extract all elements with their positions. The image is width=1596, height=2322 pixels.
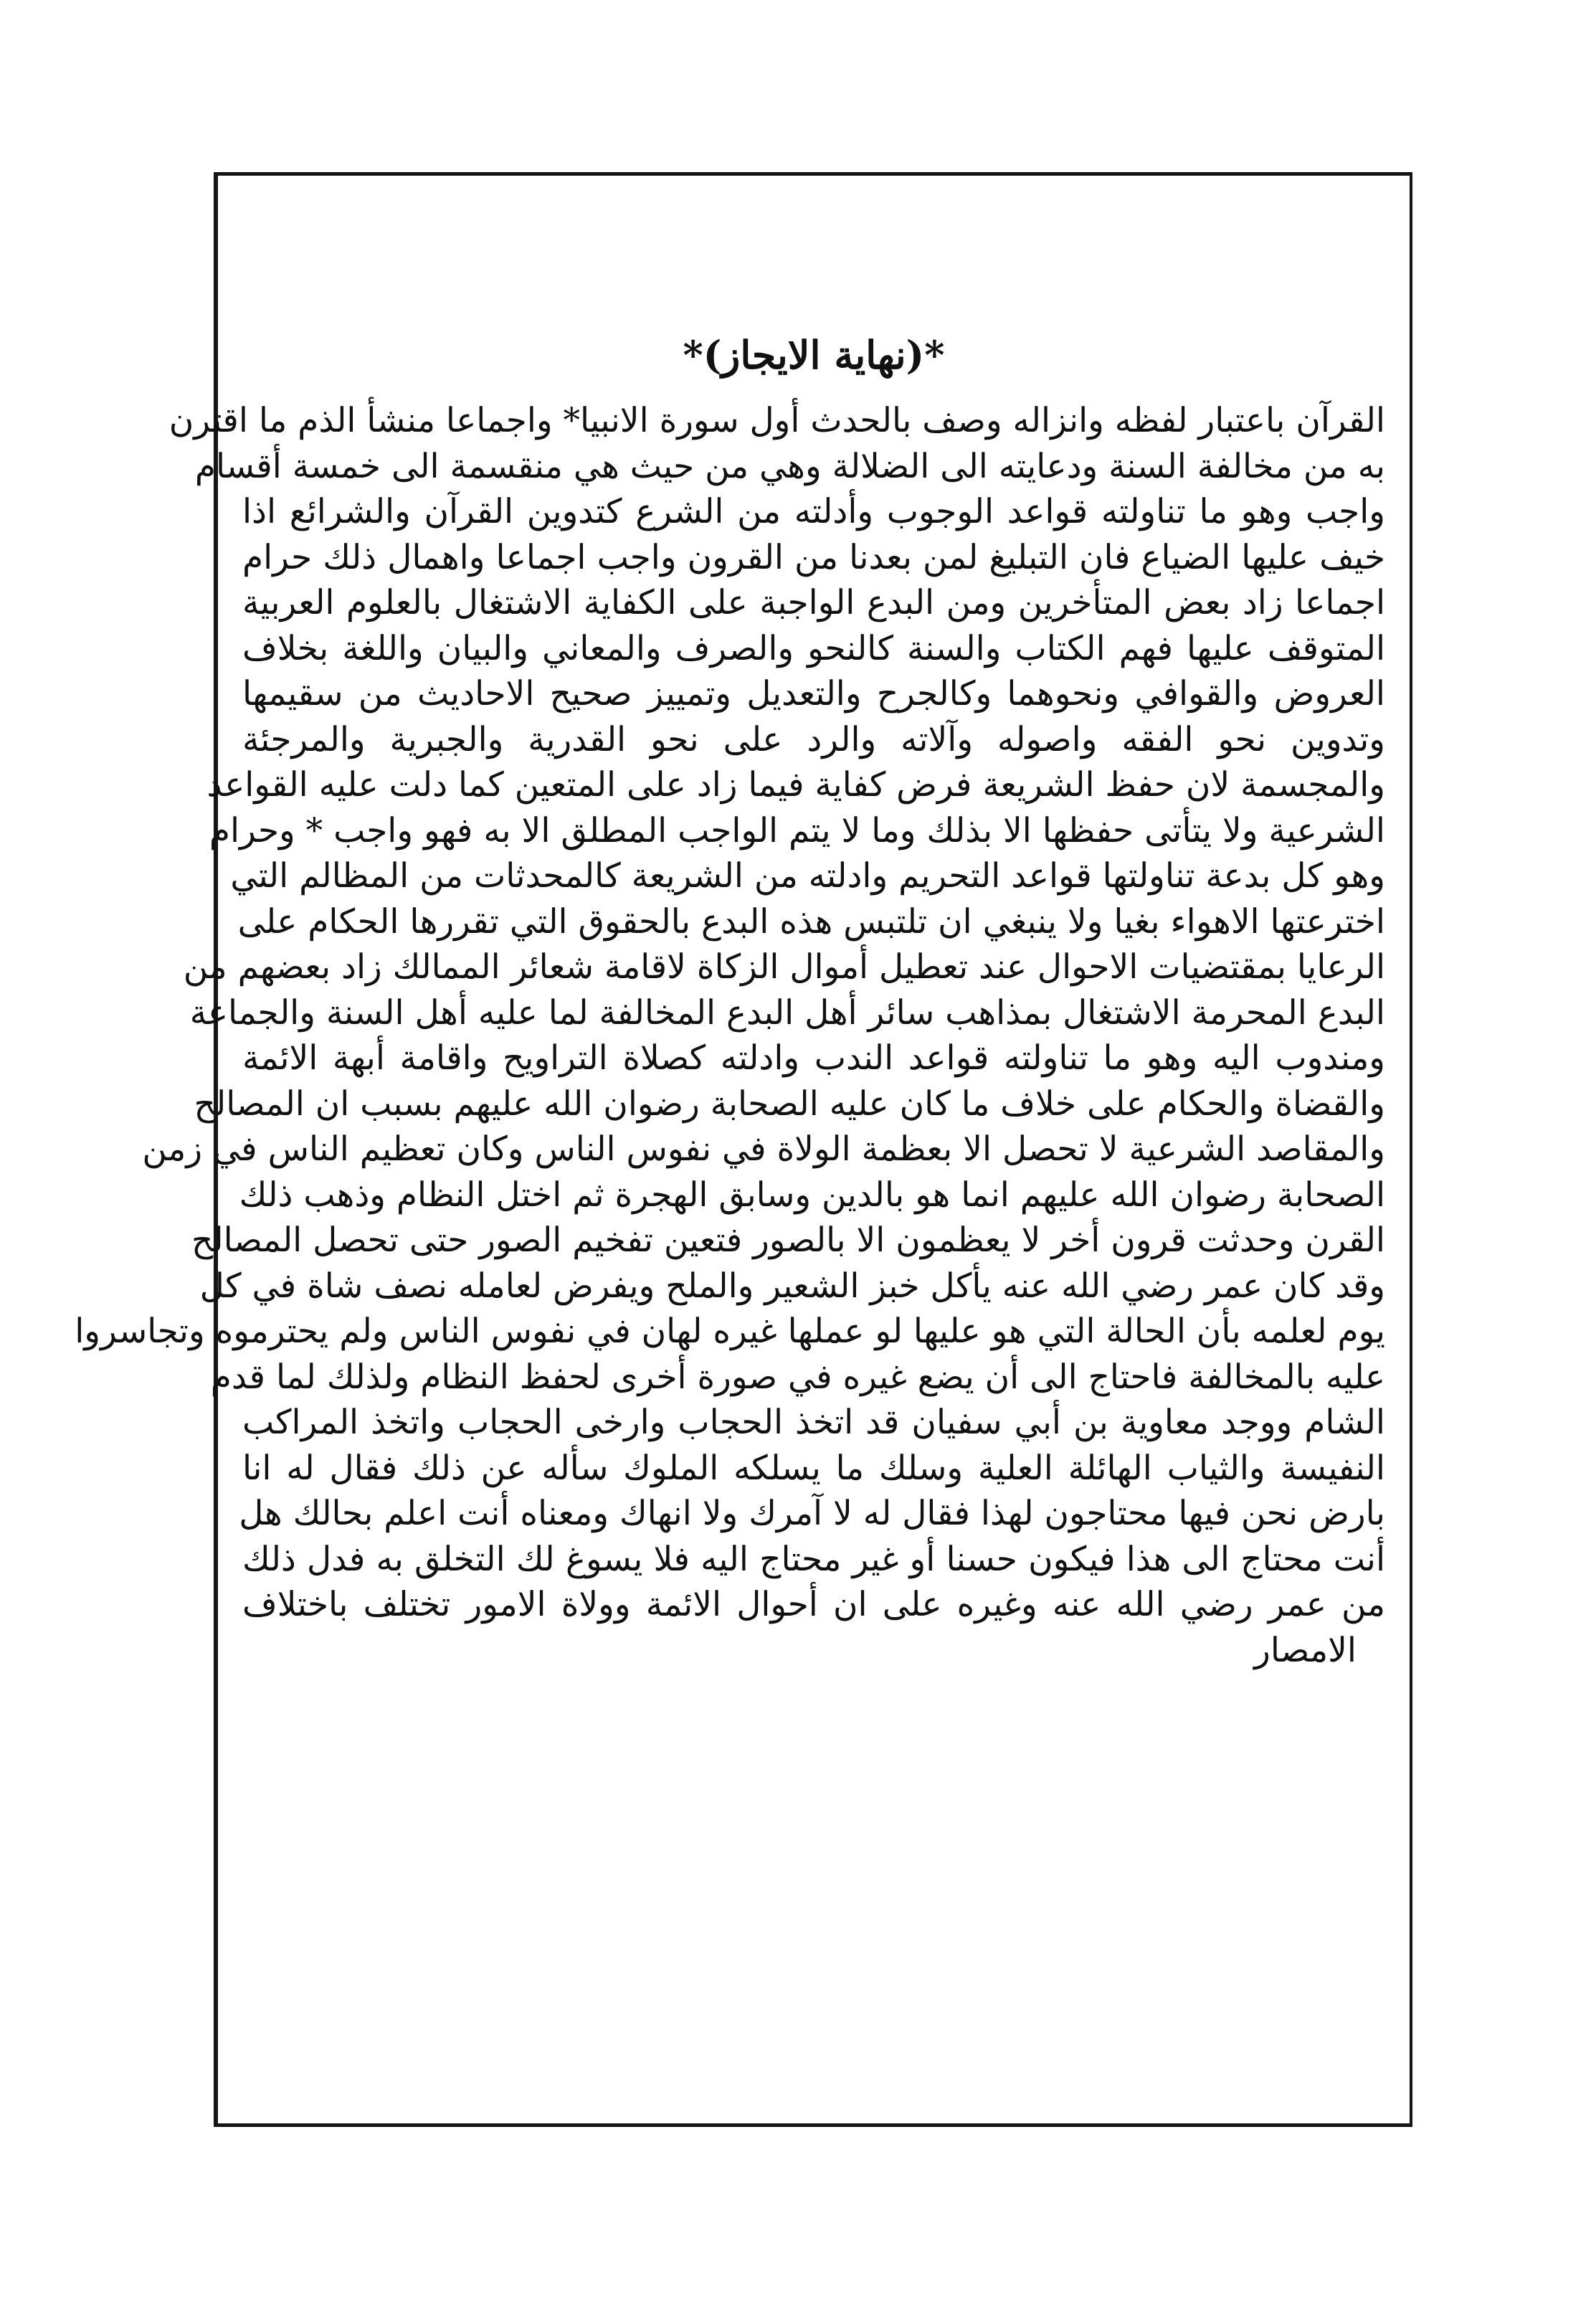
text-line: الرعايا بمقتضيات الاحوال عند تعطيل أموال الزكاة لاقامة شعائر الممالك زاد بعضهم من — [183, 947, 1385, 987]
page-border — [75, 172, 1412, 2127]
text-line-last: الامصار — [1254, 1630, 1357, 1670]
text-line: بارض نحن فيها محتاجون لهذا فقال له لا آمرك ولا انهاك ومعناه أنت اعلم بحالك هل — [239, 1494, 1385, 1533]
text-line: اجماعا زاد بعض المتأخرين ومن البدع الواجبة على الكفاية الاشتغال بالعلوم العربية — [242, 583, 1385, 622]
body-text — [75, 398, 1385, 1673]
text-line: الشرعية ولا يتأتى حفظها الا بذلك وما لا يتم الواجب المطلق الا به فهو واجب * وحرام — [209, 810, 1385, 850]
text-line: المتوقف عليها فهم الكتاب والسنة كالنحو والصرف والمعاني والبيان واللغة بخلاف — [242, 628, 1385, 668]
text-line: به من مخالفة السنة ودعايته الى الضلالة وهي من حيث هي منقسمة الى خمسة أقسام — [194, 446, 1385, 486]
text-line: والمجسمة لان حفظ الشريعة فرض كفاية فيما زاد على المتعين كما دلت عليه القواعد — [206, 765, 1385, 805]
text-line: اخترعتها الاهواء بغيا ولا ينبغي ان تلتبس هذه البدع بالحقوق التي تقررها الحكام على — [237, 901, 1385, 942]
text-line: وهو كل بدعة تناولتها قواعد التحريم وادلته من الشريعة كالمحدثات من المظالم التي — [230, 856, 1385, 896]
text-line: الصحابة رضوان الله عليهم انما هو بالدين وسابق الهجرة ثم اختل النظام وذهب ذلك — [239, 1175, 1385, 1215]
text-line: وتدوين نحو الفقه واصوله وآلاته والرد على نحو القدرية والجبرية والمرجئة — [242, 719, 1385, 759]
text-line: أنت محتاج الى هذا فيكون حسنا أو غير محتاج اليه فلا يسوغ لك التخلق به فدل ذلك — [242, 1539, 1385, 1579]
text-line: يوم لعلمه بأن الحالة التي هو عليها لو عملها غيره لهان في نفوس الناس ولم يحترموه وتجاسروا — [75, 1312, 1385, 1351]
text-line: من عمر رضي الله عنه وغيره على ان أحوال الائمة وولاة الامور تختلف باختلاف — [242, 1585, 1385, 1624]
text-line: واجب وهو ما تناولته قواعد الوجوب وأدلته من الشرع كتدوين القرآن والشرائع اذا — [242, 492, 1385, 531]
text-line: ومندوب اليه وهو ما تناولته قواعد الندب وادلته كصلاة التراويح واقامة أبهة الائمة — [242, 1038, 1385, 1078]
section-title: *(نهاية الايجاز)* — [683, 332, 945, 378]
text-line: عليه بالمخالفة فاحتاج الى أن يضع غيره في صورة أخرى لحفظ النظام ولذلك لما قدم — [210, 1357, 1385, 1397]
text-line: والمقاصد الشرعية لا تحصل الا بعظمة الولاة في نفوس الناس وكان تعظيم الناس في زمن — [142, 1129, 1385, 1169]
text-line: القرن وحدثت قرون أخر لا يعظمون الا بالصور فتعين تفخيم الصور حتى تحصل المصالح — [191, 1221, 1385, 1260]
text-line: وقد كان عمر رضي الله عنه يأكل خبز الشعير والملح ويفرض لعامله نصف شاة في كل — [199, 1266, 1385, 1306]
text-line: البدع المحرمة الاشتغال بمذاهب سائر أهل البدع المخالفة لما عليه أهل السنة والجماعة — [189, 992, 1385, 1033]
text-line: خيف عليها الضياع فان التبليغ لمن بعدنا من القرون واجب اجماعا واهمال ذلك حرام — [242, 537, 1385, 577]
text-line: النفيسة والثياب الهائلة العلية وسلك ما يسلكه الملوك سأله عن ذلك فقال له انا — [242, 1448, 1385, 1488]
text-line: القرآن باعتبار لفظه وانزاله وصف بالحدث أول سورة الانبيا* واجماعا منشأ الذم ما اقترن — [168, 401, 1385, 440]
text-line: الشام ووجد معاوية بن أبي سفيان قد اتخذ الحجاب وارخى الحجاب واتخذ المراكب — [242, 1403, 1385, 1442]
text-line: والقضاة والحكام على خلاف ما كان عليه الصحابة رضوان الله عليهم بسبب ان المصالح — [194, 1084, 1385, 1124]
text-line: العروض والقوافي ونحوهما وكالجرح والتعديل وتمييز صحيح الاحاديث من سقيمها — [242, 674, 1385, 714]
